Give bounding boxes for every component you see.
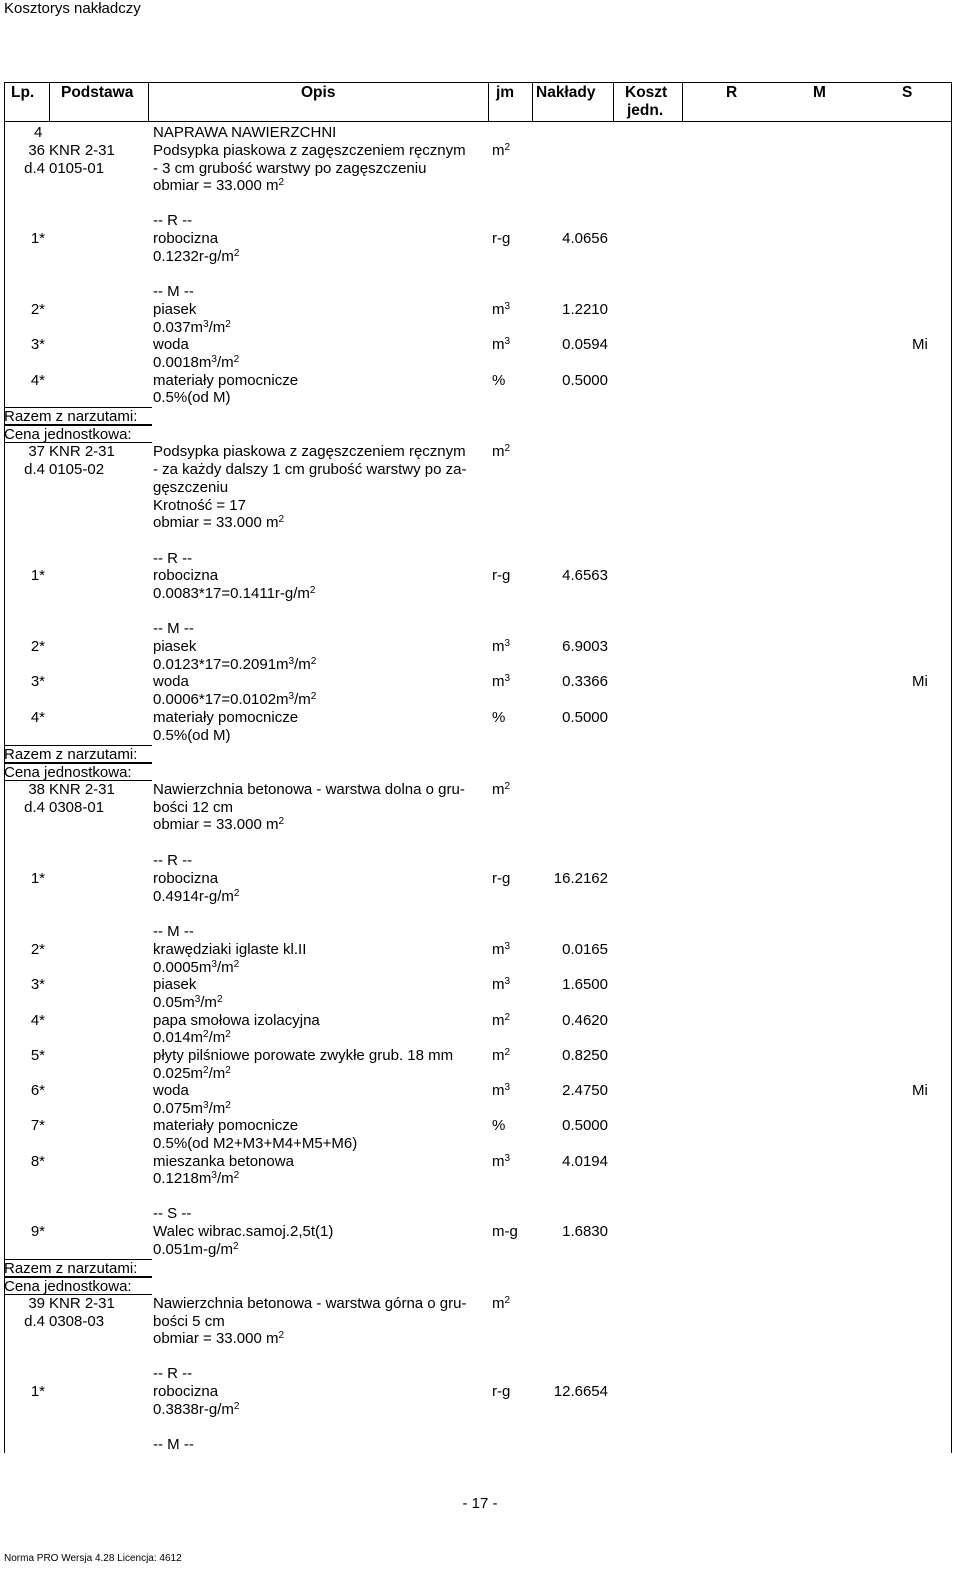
header-m: M: [813, 84, 826, 101]
opis-cell: materiały pomocnicze: [153, 709, 299, 726]
naklady-cell: 0.8250: [562, 1047, 608, 1064]
row-number: d.4: [24, 799, 45, 816]
material-mark: Mi: [912, 336, 928, 353]
header-naklady: Nakłady: [536, 84, 596, 101]
row-number: 3*: [30, 336, 45, 353]
row-number: d.4: [24, 461, 45, 478]
header-s: S: [902, 84, 913, 101]
opis-cell: piasek: [153, 638, 197, 655]
opis-cell: woda: [153, 336, 189, 353]
section-number: 4: [34, 124, 43, 141]
opis-cell: $0.037m^3/m^2$: [153, 319, 231, 336]
license-text: Norma PRO Wersja 4.28 Licencja: 4612: [4, 1553, 182, 1564]
opis-cell: obmiar = 33.000 $m^2$: [153, 1330, 285, 1347]
opis-cell: Nawierzchnia betonowa - warstwa górna o gru-: [153, 1295, 467, 1312]
opis-cell: $0.3838r-g/m^2$: [153, 1401, 240, 1418]
table-left-border: [4, 121, 5, 1453]
opis-cell: -- R --: [153, 852, 193, 869]
naklady-cell: 0.0594: [562, 336, 608, 353]
opis-cell: krawędziaki iglaste kl.II: [153, 941, 307, 958]
row-number: 5*: [30, 1047, 45, 1064]
opis-cell: $0.014m^2/m^2$: [153, 1029, 231, 1046]
summary-label: Cena jednostkowa:: [4, 1277, 152, 1295]
podstawa-cell: 0105-01: [49, 160, 105, 177]
opis-cell: $0.0006*17=0.0102m^3/m^2$: [153, 691, 317, 708]
opis-cell: Krotność = 17: [153, 497, 246, 514]
row-number: 38: [28, 781, 45, 798]
jm-cell: $m^2$: [492, 443, 511, 460]
opis-cell: $0.0123*17=0.2091m^3/m^2$: [153, 656, 317, 673]
table-right-border: [951, 121, 952, 1453]
jm-cell: $m^3$: [492, 673, 511, 690]
opis-cell: -- M --: [153, 1436, 194, 1453]
row-number: 2*: [30, 301, 45, 318]
opis-cell: $0.025m^2/m^2$: [153, 1065, 231, 1082]
jm-cell: %: [492, 372, 506, 389]
row-number: d.4: [24, 160, 45, 177]
page-number: - 17 -: [462, 1495, 498, 1512]
document-title: Kosztorys nakładczy: [4, 0, 141, 17]
opis-cell: obmiar = 33.000 $m^2$: [153, 816, 285, 833]
podstawa-cell: KNR 2-31: [49, 443, 115, 460]
opis-cell: materiały pomocnicze: [153, 372, 299, 389]
opis-cell: - 3 cm grubość warstwy po zagęszczeniu: [153, 160, 427, 177]
opis-cell: robocizna: [153, 230, 219, 247]
naklady-cell: 1.6500: [562, 976, 608, 993]
opis-cell: -- M --: [153, 283, 194, 300]
row-number: 3*: [30, 673, 45, 690]
row-number: 7*: [30, 1117, 45, 1134]
opis-cell: 0.5%(od M2+M3+M4+M5+M6): [153, 1135, 358, 1152]
naklady-cell: 12.6654: [553, 1383, 608, 1400]
naklady-cell: 1.6830: [562, 1223, 608, 1240]
podstawa-cell: KNR 2-31: [49, 1295, 115, 1312]
row-number: 37: [28, 443, 45, 460]
material-mark: Mi: [912, 1082, 928, 1099]
opis-cell: $0.05m^3/m^2$: [153, 994, 223, 1011]
opis-cell: 0.5%(od M): [153, 727, 231, 744]
header-koszt: Koszt: [625, 84, 668, 101]
jm-cell: r-g: [492, 1383, 511, 1400]
naklady-cell: 0.4620: [562, 1012, 608, 1029]
jm-cell: r-g: [492, 230, 511, 247]
naklady-cell: 4.0194: [562, 1153, 608, 1170]
row-number: 39: [28, 1295, 45, 1312]
opis-cell: papa smołowa izolacyjna: [153, 1012, 320, 1029]
opis-cell: woda: [153, 673, 189, 690]
header-lp: Lp.: [11, 84, 35, 101]
opis-cell: -- S --: [153, 1205, 192, 1222]
row-number: 1*: [30, 1383, 45, 1400]
naklady-cell: 4.6563: [562, 567, 608, 584]
opis-cell: -- R --: [153, 550, 193, 567]
jm-cell: $m^3$: [492, 638, 511, 655]
opis-cell: piasek: [153, 301, 197, 318]
naklady-cell: 1.2210: [562, 301, 608, 318]
header-jm: jm: [496, 84, 515, 101]
row-number: 8*: [30, 1153, 45, 1170]
summary-label: Cena jednostkowa:: [4, 425, 152, 443]
opis-cell: piasek: [153, 976, 197, 993]
opis-cell: Nawierzchnia betonowa - warstwa dolna o gru-: [153, 781, 465, 798]
podstawa-cell: 0308-03: [49, 1313, 105, 1330]
row-number: 36: [28, 142, 45, 159]
jm-cell: $m^2$: [492, 1012, 511, 1029]
naklady-cell: 0.5000: [562, 372, 608, 389]
row-number: 4*: [30, 709, 45, 726]
opis-cell: -- M --: [153, 923, 194, 940]
opis-cell: obmiar = 33.000 $m^2$: [153, 514, 285, 531]
opis-cell: woda: [153, 1082, 189, 1099]
podstawa-cell: 0308-01: [49, 799, 105, 816]
naklady-cell: 4.0656: [562, 230, 608, 247]
opis-cell: obmiar = 33.000 $m^2$: [153, 177, 285, 194]
jm-cell: r-g: [492, 567, 511, 584]
opis-cell: Podsypka piaskowa z zagęszczeniem ręcznym: [153, 142, 466, 159]
jm-cell: $m^2$: [492, 781, 511, 798]
jm-cell: %: [492, 1117, 506, 1134]
opis-cell: -- M --: [153, 620, 194, 637]
opis-cell: $0.0083*17=0.1411r-g/m^2$: [153, 585, 316, 602]
row-number: 1*: [30, 870, 45, 887]
jm-cell: $m^2$: [492, 142, 511, 159]
opis-cell: płyty pilśniowe porowate zwykłe grub. 18 mm: [153, 1047, 454, 1064]
row-number: d.4: [24, 1313, 45, 1330]
podstawa-cell: 0105-02: [49, 461, 105, 478]
opis-cell: bości 5 cm: [153, 1313, 225, 1330]
jm-cell: $m^3$: [492, 1082, 511, 1099]
jm-cell: %: [492, 709, 506, 726]
row-number: 4*: [30, 372, 45, 389]
header-podstawa: Podstawa: [61, 84, 134, 101]
opis-cell: mieszanka betonowa: [153, 1153, 294, 1170]
jm-cell: $m^3$: [492, 976, 511, 993]
opis-cell: NAPRAWA NAWIERZCHNI: [153, 124, 337, 141]
opis-cell: Podsypka piaskowa z zagęszczeniem ręcznym: [153, 443, 466, 460]
opis-cell: -- R --: [153, 212, 193, 229]
opis-cell: - za każdy dalszy 1 cm grubość warstwy po za-: [153, 461, 467, 478]
naklady-cell: 0.0165: [562, 941, 608, 958]
opis-cell: $0.051m-g/m^2$: [153, 1241, 239, 1258]
jm-cell: $m^3$: [492, 301, 511, 318]
header-jedn: jedn.: [627, 102, 664, 119]
row-number: 6*: [30, 1082, 45, 1099]
jm-cell: $m^3$: [492, 336, 511, 353]
header-opis: Opis: [301, 84, 336, 101]
opis-cell: $0.1232r-g/m^2$: [153, 248, 240, 265]
summary-label: Razem z narzutami:: [4, 745, 152, 763]
opis-cell: robocizna: [153, 1383, 219, 1400]
row-number: 2*: [30, 941, 45, 958]
opis-cell: gęszczeniu: [153, 479, 229, 496]
row-number: 3*: [30, 976, 45, 993]
row-number: 4*: [30, 1012, 45, 1029]
opis-cell: $0.0018m^3/m^2$: [153, 354, 240, 371]
table-header: [4, 82, 952, 122]
summary-label: Razem z narzutami:: [4, 407, 152, 425]
header-r: R: [726, 84, 738, 101]
summary-label: Cena jednostkowa:: [4, 763, 152, 781]
opis-cell: -- R --: [153, 1365, 193, 1382]
jm-cell: $m^2$: [492, 1047, 511, 1064]
podstawa-cell: KNR 2-31: [49, 142, 115, 159]
jm-cell: $m^3$: [492, 1153, 511, 1170]
naklady-cell: 0.3366: [562, 673, 608, 690]
row-number: 2*: [30, 638, 45, 655]
naklady-cell: 0.5000: [562, 709, 608, 726]
naklady-cell: 6.9003: [562, 638, 608, 655]
naklady-cell: 0.5000: [562, 1117, 608, 1134]
material-mark: Mi: [912, 673, 928, 690]
naklady-cell: 2.4750: [562, 1082, 608, 1099]
jm-cell: $m^2$: [492, 1295, 511, 1312]
podstawa-cell: KNR 2-31: [49, 781, 115, 798]
opis-cell: $0.4914r-g/m^2$: [153, 888, 240, 905]
opis-cell: materiały pomocnicze: [153, 1117, 299, 1134]
opis-cell: $0.1218m^3/m^2$: [153, 1170, 240, 1187]
opis-cell: $0.075m^3/m^2$: [153, 1100, 231, 1117]
opis-cell: Walec wibrac.samoj.2,5t(1): [153, 1223, 334, 1240]
row-number: 9*: [30, 1223, 45, 1240]
opis-cell: bości 12 cm: [153, 799, 234, 816]
summary-label: Razem z narzutami:: [4, 1259, 152, 1277]
jm-cell: r-g: [492, 870, 511, 887]
row-number: 1*: [30, 230, 45, 247]
jm-cell: $m^3$: [492, 941, 511, 958]
row-number: 1*: [30, 567, 45, 584]
opis-cell: $0.0005m^3/m^2$: [153, 959, 240, 976]
opis-cell: robocizna: [153, 567, 219, 584]
jm-cell: m-g: [492, 1223, 518, 1240]
naklady-cell: 16.2162: [553, 870, 608, 887]
opis-cell: robocizna: [153, 870, 219, 887]
opis-cell: 0.5%(od M): [153, 389, 231, 406]
